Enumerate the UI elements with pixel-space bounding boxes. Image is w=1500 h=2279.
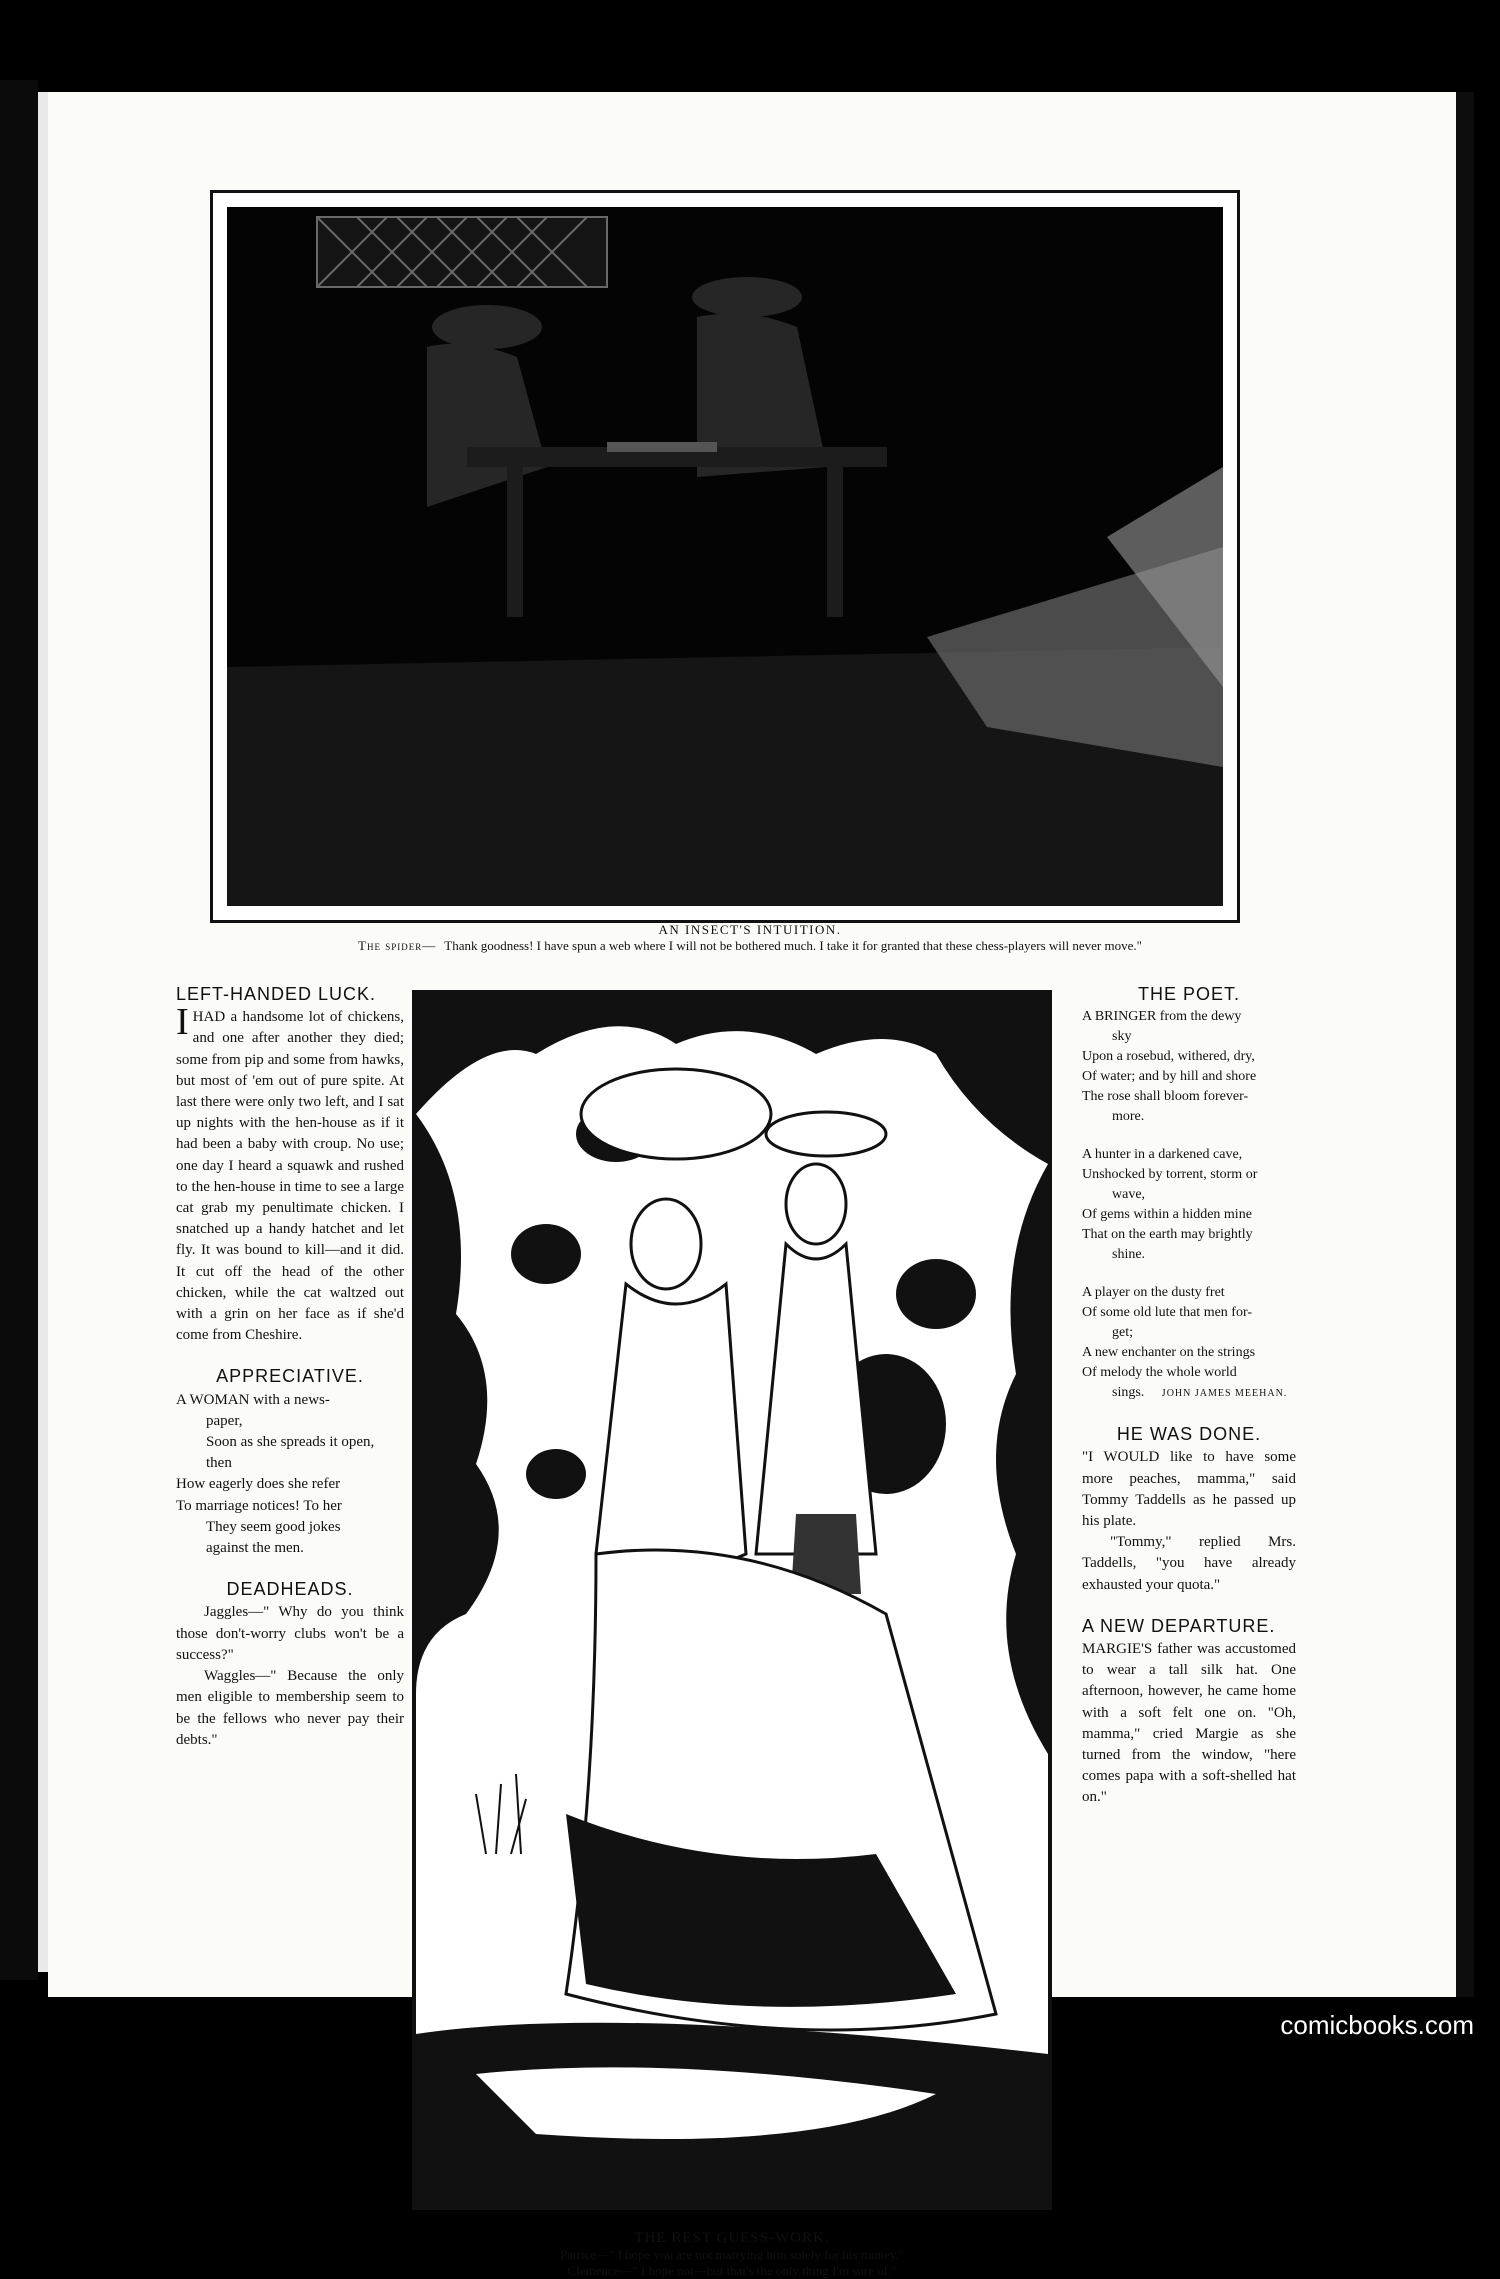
- new-departure-text: MARGIE'S father was accustomed to wear a tall silk hat. One afternoon, however, he came home with a soft felt one on. "Oh, mamma," cried Margie as she turned from the window, "here comes papa with a soft-shelled hat on.": [1082, 1641, 1296, 1806]
- rest-guess-work-illustration: [412, 990, 1052, 2210]
- deadheads-line-2: Waggles—" Because the only men eligible to membership seem to be the fellows who never pay their debts.": [176, 1668, 404, 1748]
- verse-line: Of melody the whole world: [1082, 1365, 1237, 1381]
- verse-line: Of some old lute that men for-: [1082, 1305, 1253, 1321]
- left-handed-luck-heading: LEFT-HANDED LUCK.: [176, 984, 377, 1004]
- verse-last-line: [1082, 1383, 1296, 1404]
- verse-line: A hunter in a darkened cave,: [1082, 1147, 1243, 1163]
- he-was-done-text-2: "Tommy," replied Mrs. Taddells, "you have already exhausted your quota.": [1082, 1534, 1296, 1593]
- verse-line: A player on the dusty fret: [1082, 1285, 1225, 1301]
- new-departure-heading: A NEW DEPARTURE.: [1082, 1615, 1276, 1636]
- verse-line: They seem good jokes: [206, 1518, 341, 1535]
- verse-line: more.: [1112, 1109, 1145, 1125]
- verse-line: wave,: [1112, 1187, 1146, 1203]
- rest-guess-work-caption: [412, 2230, 1052, 2279]
- verse-line: Unshocked by torrent, storm or: [1082, 1167, 1258, 1183]
- verse-line: That on the earth may brightly: [1082, 1227, 1253, 1243]
- poem-author: JOHN JAMES MEEHAN.: [1161, 1388, 1288, 1400]
- verse-line: A new enchanter on the strings: [1082, 1345, 1256, 1361]
- chess-photograph-frame: [210, 190, 1240, 923]
- he-was-done-text-1: "I WOULD like to have some more peaches, mamma," said Tommy Taddells as he passed up his plate.: [1082, 1449, 1296, 1530]
- chess-photograph: [227, 207, 1223, 906]
- illustrator-signature: PENRHYN STANLAWS.: [882, 2180, 1030, 2194]
- book-spine: [0, 80, 38, 1980]
- verse-line: shine.: [1112, 1247, 1146, 1263]
- appreciative-verse: [176, 1390, 404, 1560]
- illustration-drawing: [416, 994, 1048, 2206]
- the-poet-heading: THE POET.: [1137, 984, 1240, 1004]
- left-column: [176, 984, 404, 1751]
- previous-page-edge: [38, 92, 48, 1972]
- verse-line: To marriage notices! To her: [176, 1497, 342, 1514]
- verse-line: sings.: [1112, 1385, 1145, 1401]
- verse-line: Soon as she spreads it open,: [206, 1434, 375, 1451]
- watermark: comicbooks.com: [1280, 2010, 1474, 2040]
- the-poet-verse: [1082, 1007, 1296, 1404]
- deadheads-line-1: Jaggles—" Why do you think those don't-worry clubs won't be a success?": [176, 1604, 404, 1663]
- rest-guess-work-title: THE REST GUESS-WORK.: [634, 2230, 830, 2246]
- page-shadow: [1456, 92, 1474, 1997]
- top-cartoon-speaker: The spider—: [358, 938, 437, 953]
- verse-line: The rose shall bloom forever-: [1082, 1089, 1249, 1105]
- top-cartoon-title: AN INSECT'S INTUITION.: [658, 922, 842, 937]
- he-was-done-heading: HE WAS DONE.: [1116, 1424, 1262, 1445]
- verse-line: Of gems within a hidden mine: [1082, 1207, 1252, 1223]
- appreciative-heading: APPRECIATIVE.: [216, 1366, 364, 1387]
- left-handed-luck-text: IHAD a handsome lot of chickens, and one after another they died; some from pip and some from hawks, but most of 'em out of pure spite. At last there were only two left, and I sat up nights with the hen-house as if it had been a baby with croup. No use; one day I heard a squawk and rushed to the hen-house in time to see a large cat grab my penultimate chicken. I snatched up a handy hatchet and let fly. It was bound to kill—and it did. It cut off the head of the other chicken, while the cat waltzed out with a grin on her face as if she'd come from Cheshire.: [176, 1001, 404, 1344]
- verse-line: sky: [1112, 1029, 1132, 1045]
- patrice-line: Patrice—" I hope you are not marrying him solely for his money.": [559, 2247, 905, 2262]
- clemence-line: Clemence—" I hope not—but that's the only thing I'm sure of.": [567, 2263, 897, 2278]
- deadheads-heading: DEADHEADS.: [226, 1579, 354, 1600]
- verse-line: against the men.: [206, 1540, 304, 1557]
- verse-line: Upon a rosebud, withered, dry,: [1082, 1049, 1255, 1065]
- verse-line: get;: [1112, 1325, 1133, 1341]
- verse-line: Of water; and by hill and shore: [1082, 1069, 1257, 1085]
- verse-line: then: [206, 1455, 232, 1472]
- verse-line: How eagerly does she refer: [176, 1476, 341, 1493]
- top-cartoon-caption: [200, 938, 1300, 954]
- right-column: [1082, 984, 1296, 1809]
- verse-line: paper,: [206, 1412, 243, 1429]
- top-cartoon-dialogue: Thank goodness! I have spun a web where I will not be bothered much. I take it for granted that these chess-players will never move.": [444, 938, 1142, 953]
- verse-line: A WOMAN with a news-: [176, 1391, 330, 1408]
- verse-line: A BRINGER from the dewy: [1082, 1009, 1242, 1025]
